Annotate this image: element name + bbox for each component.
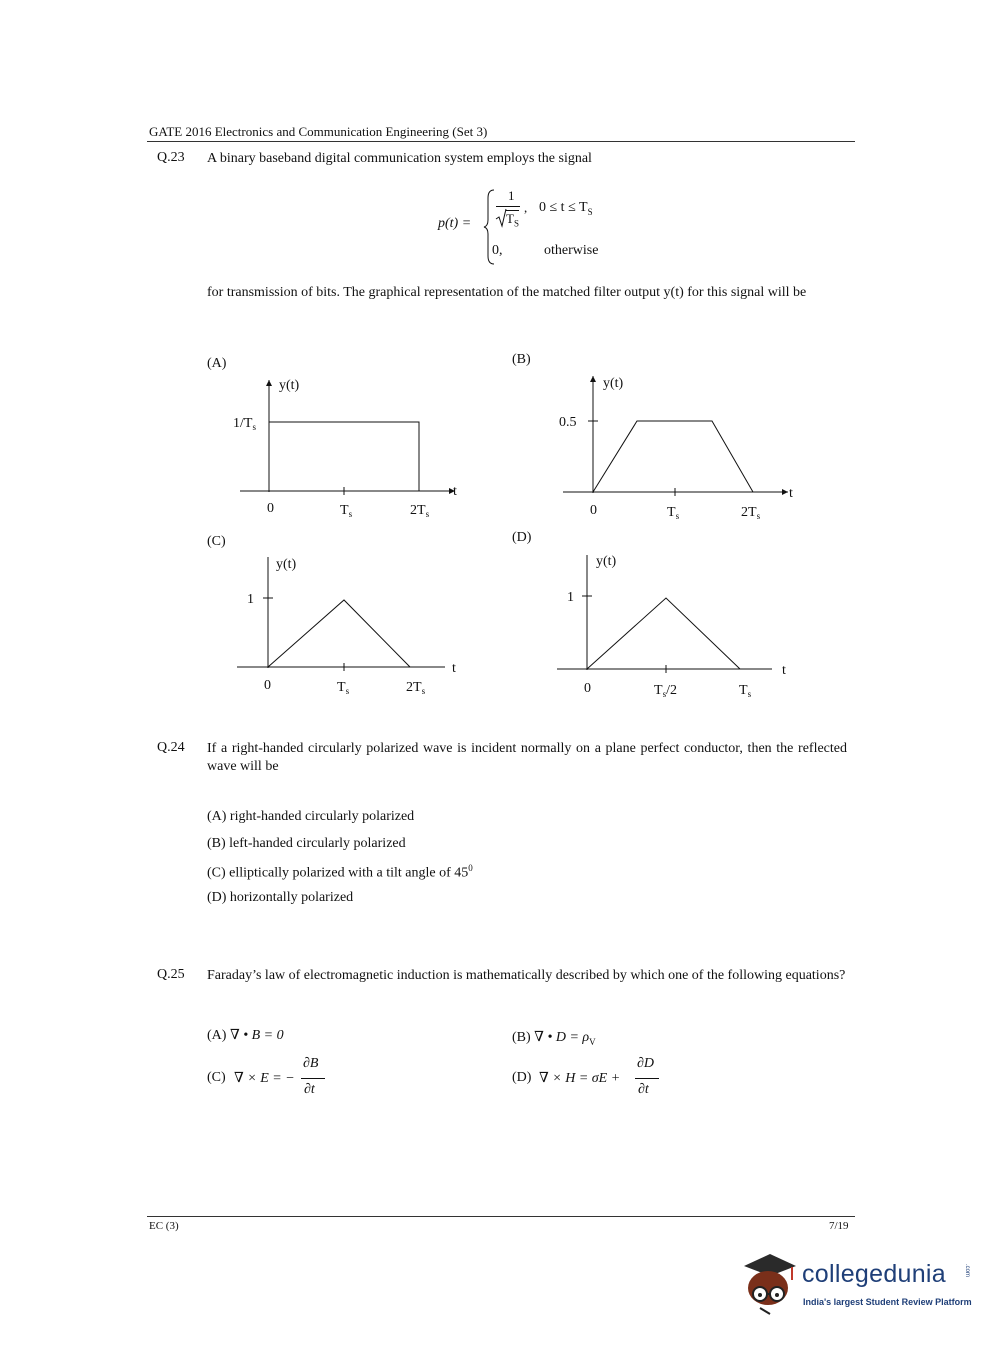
q23-number: Q.23	[157, 150, 185, 165]
q23-graphs	[190, 340, 810, 710]
graph-c-curve	[268, 600, 410, 667]
graph-d-x1: $T_s/2$	[654, 683, 677, 699]
eq-case2-cond: otherwise	[544, 243, 599, 258]
graph-b-x0: 0	[590, 503, 597, 518]
q24-option-a: (A) right-handed circularly polarized	[207, 809, 415, 824]
footer-left: EC (3)	[149, 1220, 179, 1232]
graph-d-taxis: t	[782, 663, 786, 678]
graph-a-x2: $2T_s$	[410, 503, 430, 519]
mascot-icon	[740, 1250, 798, 1316]
graph-d-ytick: 1	[567, 590, 574, 605]
graph-d-x0: 0	[584, 681, 591, 696]
graph-c-x0: 0	[264, 678, 271, 693]
eq-comma: ,	[524, 200, 528, 215]
graph-a-ylabel: y(t)	[279, 378, 300, 393]
graph-d-label: (D)	[512, 530, 532, 545]
graph-b-ytick: 0.5	[559, 415, 577, 430]
graph-b-x2: $2T_s$	[741, 505, 761, 521]
q25-option-c: (C) ∇ × E = − ∂B ∂t	[207, 1056, 347, 1100]
q24-text: If a right-handed circularly polarized wave is incident normally on a plane perfect conductor, then the reflected wave will be	[207, 741, 847, 774]
footer-rule	[147, 1216, 855, 1217]
graph-a-label: (A)	[207, 356, 227, 371]
graph-a-ytick: $1/T_s$	[233, 416, 256, 432]
graph-d-curve	[587, 598, 740, 669]
graph-c-taxis: t	[452, 661, 456, 676]
graph-c-x2: $2T_s$	[406, 680, 426, 696]
graph-b-x1: $T_s$	[667, 505, 680, 521]
graph-c-ylabel: y(t)	[276, 557, 297, 572]
q25-option-a: (A) ∇ • B = 0	[207, 1028, 284, 1043]
q23-text2: for transmission of bits. The graphical representation of the matched filter output y(t) for this signal will be	[207, 285, 807, 300]
graph-a-curve	[269, 422, 419, 491]
graph-c-label: (C)	[207, 534, 226, 549]
q25-number: Q.25	[157, 967, 185, 982]
page-header: GATE 2016 Electronics and Communication Engineering (Set 3)	[149, 124, 488, 139]
eq-lhs: p(t) =	[438, 216, 472, 231]
q24-option-b: (B) left-handed circularly polarized	[207, 836, 406, 851]
graph-d-x2: $T_s$	[739, 683, 752, 699]
graph-b-ylabel: y(t)	[603, 376, 624, 391]
graph-b-label: (B)	[512, 352, 531, 367]
q25-option-d: (D) ∇ × H = σE + ∂D ∂t	[512, 1056, 672, 1100]
eq-fraction-bar	[496, 206, 520, 207]
graph-b-curve	[593, 421, 753, 492]
eq-case2-val: 0,	[492, 243, 503, 258]
header-rule	[147, 141, 855, 142]
q24-option-c: (C) elliptically polarized with a tilt angle of $45^0$	[207, 863, 473, 881]
q24-number: Q.24	[157, 740, 185, 755]
graph-b-taxis: t	[789, 486, 793, 501]
eq-den: $T_S$	[506, 211, 519, 229]
q23-equation	[438, 188, 638, 266]
graph-a-taxis: t	[453, 484, 457, 499]
q24-option-d: (D) horizontally polarized	[207, 890, 354, 905]
q23-text: A binary baseband digital communication system employs the signal	[207, 151, 592, 166]
collegedunia-logo	[740, 1250, 980, 1320]
eq-num: 1	[508, 188, 515, 203]
eq-case1-cond: $0 \le t \le T_S$	[539, 200, 593, 217]
q25-option-b: (B) ∇ • $D = \rho_V$	[512, 1030, 596, 1047]
graph-a-x1: $T_s$	[340, 503, 353, 519]
logo-word: collegedunia	[802, 1260, 946, 1288]
logo-tagline: India's largest Student Review Platform	[803, 1297, 972, 1307]
footer-page-number: 7/19	[829, 1220, 849, 1232]
graph-d-ylabel: y(t)	[596, 554, 617, 569]
q25-text: Faraday’s law of electromagnetic induction is mathematically described by which one of the following equations?	[207, 968, 846, 983]
graph-c-x1: $T_s$	[337, 680, 350, 696]
graph-a-x0: 0	[267, 501, 274, 516]
graph-c-ytick: 1	[247, 592, 254, 607]
logo-dotcom: .com	[964, 1264, 970, 1278]
